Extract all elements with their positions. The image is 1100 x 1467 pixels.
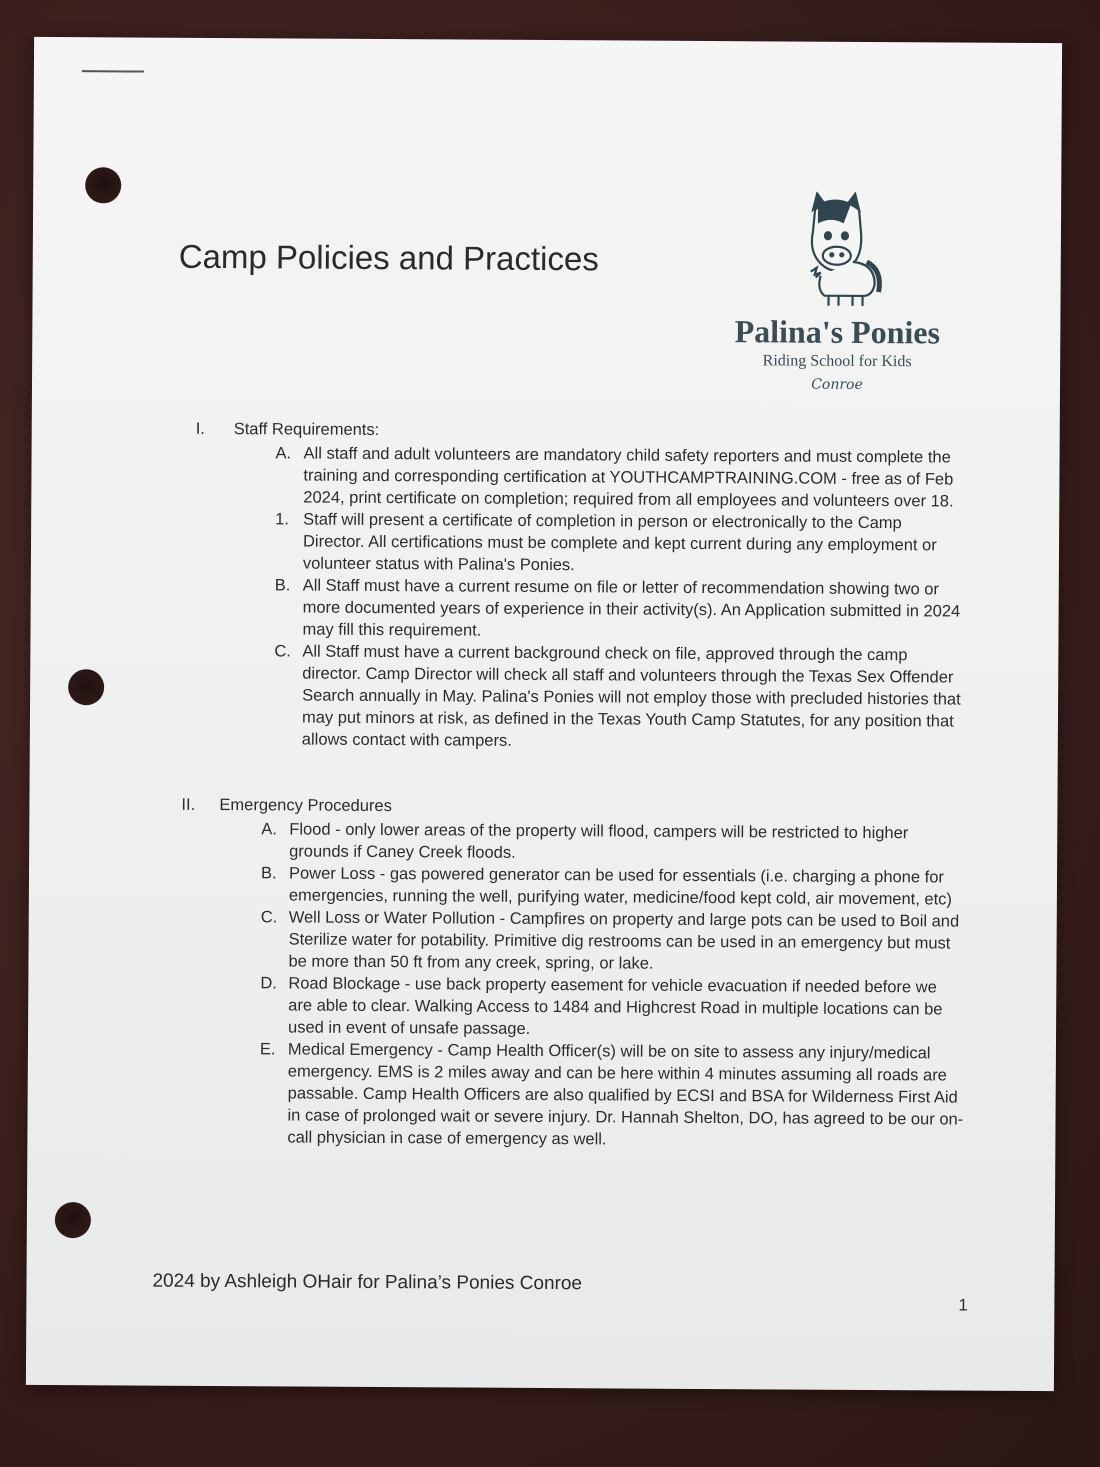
item-text: All Staff must have a current background check on file, approved through the camp director. Camp Director will check all staff and volunteers through the Texas Sex Offender Search annually in May. Palina's Ponies will not employ those with precluded histories that may put minors at risk, as defined in the Texas Youth Camp Statutes, for any position that allows contact with campers. (301, 642, 961, 750)
section-staff-requirements (194, 420, 966, 755)
item-text: Power Loss - gas powered generator can be used for essentials (i.e. charging a phone for emergencies, running the well, purifying water, medicine/food kept cold, air movement, etc) (288, 864, 953, 909)
item-marker: B. (274, 576, 291, 595)
section-heading: Staff Requirements: (233, 420, 380, 439)
item-text: Medical Emergency - Camp Health Officer(s) will be on site to assess any injury/medical emergency. EMS is 2 miles away and can be here within 4 minutes assuming all roads are passable. Camp Health Officers are also qualified by ECSI and BSA for Wilderness First Aid in case of prolonged wait or severe injury. Dr. Hannah Shelton, DO, has agreed to be our on-call physician in case of emergency as well. (287, 1040, 964, 1149)
punch-hole-bottom (55, 1202, 91, 1238)
item-text: Flood - only lower areas of the property will flood, campers will be restricted to higher grounds if Caney Creek floods. (289, 820, 909, 862)
list-item (260, 906, 964, 976)
logo-city: Conroe (811, 376, 863, 393)
logo-name: Palina's Ponies (734, 313, 941, 351)
item-marker: B. (260, 864, 277, 883)
section-number: I. (195, 419, 205, 438)
item-marker: C. (260, 908, 278, 927)
item-marker: 1. (275, 510, 290, 529)
page-number: 1 (958, 1295, 968, 1315)
pencil-mark (82, 70, 144, 72)
footer-credit: 2024 by Ashleigh OHair for Palina’s Ponies Conroe (152, 1270, 583, 1295)
item-text: All staff and adult volunteers are mandatory child safety reporters and must complete the training and corresponding certification at YOUTHCAMPTRAINING.COM - free as of Feb 2024, print certificate on completion; required from all employees and volunteers over 18. (303, 444, 954, 511)
item-marker: C. (274, 642, 291, 661)
punch-hole-top (85, 167, 121, 203)
punch-hole-middle (68, 669, 104, 705)
document-page (26, 37, 1062, 1391)
page-title: Camp Policies and Practices (178, 237, 599, 278)
section-emergency-procedures (179, 796, 965, 1153)
item-marker: E. (259, 1040, 276, 1059)
item-marker: D. (260, 974, 277, 993)
list-item (275, 442, 965, 512)
list-item (260, 972, 964, 1042)
item-marker: A. (275, 444, 292, 463)
section-number: II. (181, 795, 196, 814)
list-item (275, 508, 965, 578)
item-text: Staff will present a certificate of completion in person or electronically to the Camp Director. All certifications must be complete and kept current during any employment or volunteer status with Palina's Ponies. (302, 510, 937, 575)
list-item (261, 818, 965, 866)
item-marker: A. (261, 820, 277, 839)
list-item (261, 862, 965, 910)
item-text: All Staff must have a current resume on file or letter of recommendation showing two or more documented years of experience in their activity(s). An Application submitted in 2024 may fill this requirement. (302, 576, 961, 640)
list-item (259, 1038, 964, 1152)
logo (727, 191, 948, 393)
list-item (274, 640, 965, 754)
item-text: Well Loss or Water Pollution - Campfires on property and large pots can be used to Boil and Sterilize water for potability. Primitive dig restrooms can be used in an emergency but must be more than 50 ft from any creek, spring, or lake. (288, 908, 960, 973)
list-item (274, 574, 964, 644)
pony-icon (782, 191, 893, 312)
section-heading: Emergency Procedures (219, 796, 392, 816)
item-text: Road Blockage - use back property easement for vehicle evacuation if needed before we are able to clear. Walking Access to 1484 and Highcrest Road in multiple locations can be used in event of unsafe passage. (288, 974, 943, 1038)
logo-subtitle: Riding School for Kids (762, 352, 912, 371)
